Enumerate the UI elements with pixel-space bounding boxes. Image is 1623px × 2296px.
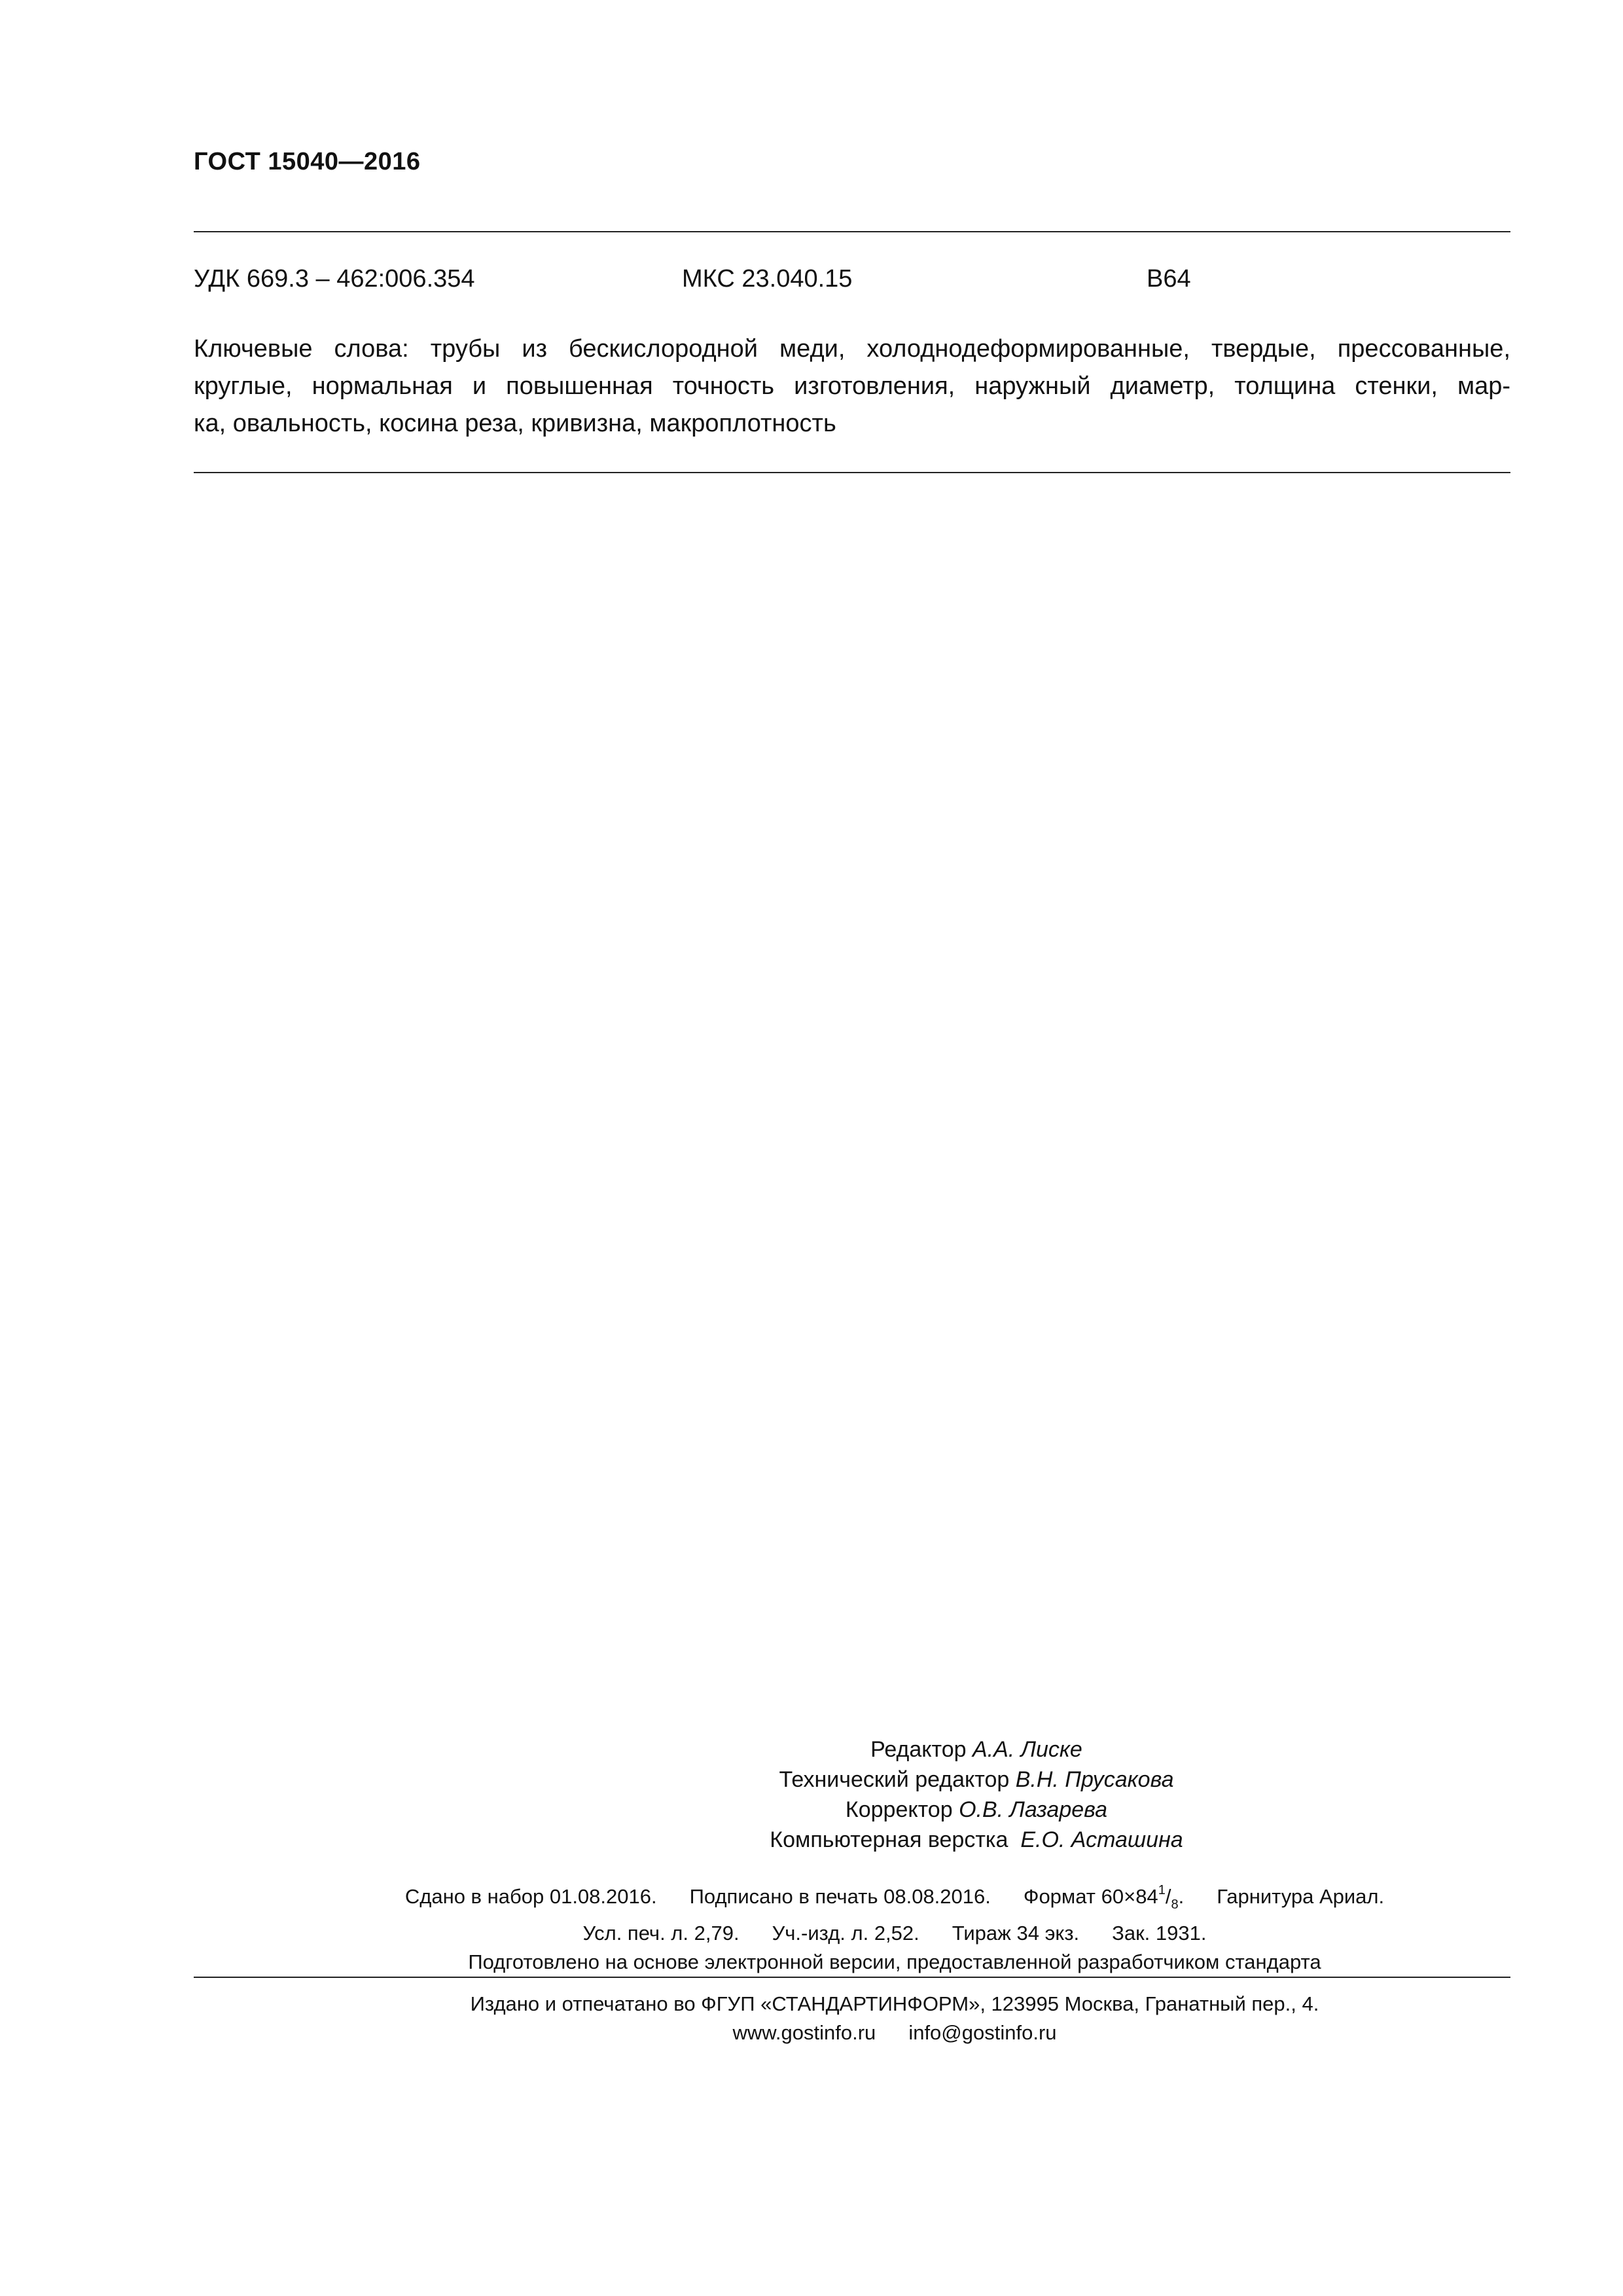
prepared-note: Подготовлено на основе электронной версии, предоставленной разработчиком стандарта [468,1950,1321,1973]
keywords-line: ка, овальность, косина реза, кривизна, макроплотность [194,410,836,437]
layout-line: Компьютерная верстка Е.О. Асташина [770,1827,1183,1852]
imprint-line-2 [279,1919,1510,1948]
imprint-block [194,1876,1510,1977]
print-sheets: Усл. печ. л. 2,79. [582,1922,740,1945]
publisher-address: Издано и отпечатано во ФГУП «СТАНДАРТИНФОРМ», 123995 Москва, Гранатный пер., 4. [470,1992,1319,2015]
paper-format: Формат $60\times 84^1/_8$. [1023,1883,1185,1912]
submitted-date: Сдано в набор 01.08.2016. [404,1885,657,1908]
keywords-line: круглые, нормальная и повышенная точность изготовления, наружный диаметр, толщина стенки, мар- [194,372,1510,400]
credits-block [194,1734,1510,1855]
publisher-block [194,1990,1510,2047]
udk-code: УДК 669.3 – 462:006.354 [194,265,475,293]
typeface: Гарнитура Ариал. [1217,1885,1385,1908]
okp-code: В64 [1147,265,1191,293]
tech-editor-line: Технический редактор В.Н. Прусакова [779,1767,1174,1792]
mks-code: МКС 23.040.15 [682,265,853,293]
keywords-divider [194,472,1510,473]
website-link[interactable]: www.gostinfo.ru [732,2021,876,2044]
publisher-contacts [279,2018,1510,2047]
corrector-name: О.В. Лазарева [959,1797,1108,1822]
corrector-line: Корректор О.В. Лазарева [845,1797,1108,1822]
order-number: Зак. 1931. [1112,1922,1207,1945]
layout-name: Е.О. Асташина [1020,1827,1183,1852]
top-divider [194,231,1510,232]
email-link[interactable]: info@gostinfo.ru [908,2021,1057,2044]
pub-sheets: Уч.-изд. л. 2,52. [772,1922,919,1945]
document-code: ГОСТ 15040—2016 [194,148,421,175]
editor-name: А.А. Лиске [972,1737,1082,1762]
bottom-divider [194,1977,1510,1978]
imprint-line-1 [279,1876,1510,1919]
editor-line: Редактор А.А. Лиске [870,1737,1082,1762]
tech-editor-name: В.Н. Прусакова [1015,1767,1174,1792]
keywords-paragraph [194,331,1510,442]
circulation: Тираж 34 экз. [952,1922,1080,1945]
signed-date: Подписано в печать 08.08.2016. [689,1885,991,1908]
keywords-line: Ключевые слова: трубы из бескислородной меди, холоднодеформированные, твердые, прессованные, [194,335,1510,363]
